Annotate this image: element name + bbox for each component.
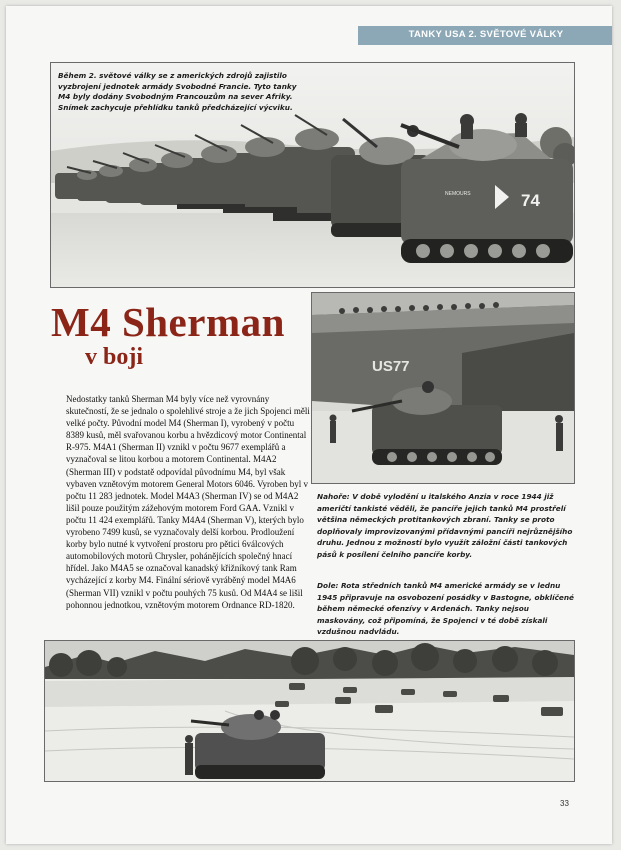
article-body: Nedostatky tanků Sherman M4 byly více než vyrovnány skutečností, že se jednalo o spolehlivé stroje a že jich Spojenci měli velké počty. Původní model M4 (Sherman I), vyrobený v počtu 8389 kusů, měl svařovanou korbu a hvězdicový motor Continental R-975. M4A1 (Sherman II) vznikl v počtu 9677 exemplářů a vyznačoval se litou korbou a motorem Continental. M4A2 (Sherman III) v podstatě odpovídal původnímu M4, byl však vybaven vznětovým motorem General Motors 6046. Vyroben byl v počtu 11 283 jednotek. Model M4A3 (Sherman IV) se od M4A2 lišil pouze použitým zážehovým motorem Ford GAA. Vznikl v počtu 11 424 exemplářů. Tanky M4A4 (Sherman V), kterých bylo vyrobeno 7499 kusů, se vyznačovaly delší korbou. Prodloužení korby bylo nutné k vytvoření prostoru pro pětici 6válcových automobilových motorů Chrysler, pohánějících společný hnací hřídel. Jako M4A5 se označoval kanadský křižníkový tank Ram vycházející z korby M4. Finální sériově vyráběný model M4A6 (Sherman VII) vznikl v počtu pouhých 75 kusů. Od M4A4 se lišil pohonnou jednotkou, vznětovým motorem Ordnance RD-1820. xyxy=(66,394,310,610)
photo-caption-bottom: Dole: Rota středních tanků M4 americké armády se v lednu 1945 připravuje na osvobození posádky v Bastogne, obklíčené během německé ofenzívy v Ardenách. Tanky nejsou maskovány, což připomíná, že Spojenci v té době získali vzdušnou nadvládu. xyxy=(317,581,575,637)
tank-number-marking: 74 xyxy=(521,191,540,210)
article-title: M4 Sherman xyxy=(51,299,285,345)
ship-hull-marking: US77 xyxy=(372,358,410,375)
photo-caption-right: Nahoře: V době vylodění u italského Anzia v roce 1944 již američtí tankisté věděli, že pancíře jejich tanků M4 prostřelí většina německých protitankových zbraní. Tanky se proto doplňovaly improvizovanými přídavnými pancíři nejrůznějšího druhu. Jednou z možností bylo využít záložní části tankových pásů k posílení čelního pancíře korby. xyxy=(317,492,573,559)
photo-bastogne-snow xyxy=(44,640,575,782)
photo-anzio-landing xyxy=(311,292,575,484)
page-number: 33 xyxy=(560,799,569,808)
photo-caption-top: Během 2. světové války se z amerických zdrojů zajistilo vyzbrojení jednotek armády Svobodné Francie. Tyto tanky M4 byly dodány Svobodným Francouzům na sever Afriky. Snímek zachycuje přehlídku tanků předcházející výcviku. xyxy=(58,71,297,112)
section-header-title: TANKY USA 2. SVĚTOVÉ VÁLKY xyxy=(408,29,564,40)
section-header-bar xyxy=(358,26,612,45)
tank-name-marking: NEMOURS xyxy=(445,191,471,197)
magazine-page xyxy=(6,6,612,844)
article-subtitle: v boji xyxy=(85,344,144,370)
